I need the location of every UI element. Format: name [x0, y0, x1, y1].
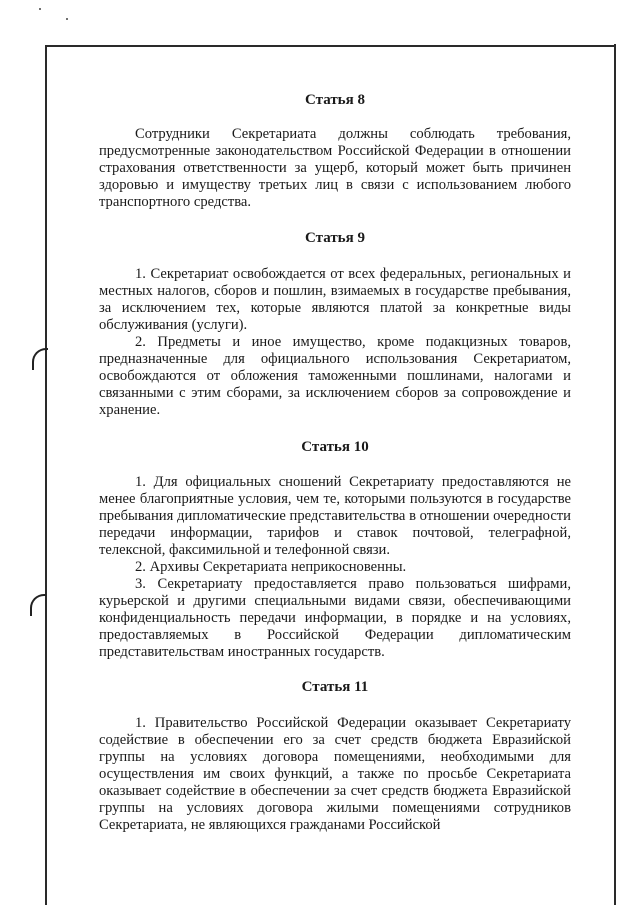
- article-heading: Статья 10: [301, 439, 369, 455]
- document-body: [99, 92, 571, 834]
- article-paragraph: 3. Секретариату предоставляется право пользоваться шифрами, курьерской и другими специальными видами связи, обеспечивающими конфиденциальность передачи информации, в порядке и на условиях, предоставляемых в Российской Федерации дипломатическим представительствам иностранных государств.: [99, 576, 571, 660]
- binding-mark: [32, 348, 48, 370]
- page-border-top: [45, 45, 616, 47]
- article-heading: Статья 11: [301, 679, 369, 695]
- scan-speck: [66, 18, 68, 20]
- page-border-right: [614, 44, 616, 905]
- page-border-left: [45, 46, 47, 905]
- scan-speck: [39, 8, 41, 10]
- article-paragraph: 2. Архивы Секретариата неприкосновенны.: [135, 559, 407, 575]
- article-paragraph: 2. Предметы и иное имущество, кроме подакцизных товаров, предназначенные для официального использования Секретариатом, освобождаются от обложения таможенными пошлинами, налогами и связанными с этим сборами, за исключением сборов за сопровождение и хранение.: [99, 334, 571, 418]
- article-heading: Статья 9: [305, 230, 365, 246]
- binding-mark: [30, 594, 46, 616]
- article-paragraph: 1. Правительство Российской Федерации оказывает Секретариату содействие в обеспечении его за счет средств бюджета Евразийской группы на условиях договора помещениями, необходимыми для осуществления им своих функций, а также по просьбе Секретариата оказывает содействие в обеспечении за счет средств бюджета Евразийской группы на условиях договора жилыми помещениями сотрудников Секретариата, не являющихся гражданами Российской: [99, 715, 571, 833]
- article-paragraph: Сотрудники Секретариата должны соблюдать требования, предусмотренные законодательством Российской Федерации в отношении страхования ответственности за ущерб, который может быть причинен здоровью и имуществу третьих лиц в связи с использованием любого транспортного средства.: [99, 126, 571, 210]
- article-paragraph: 1. Для официальных сношений Секретариату предоставляются не менее благоприятные условия, чем те, которыми пользуются в государстве пребывания дипломатические представительства в отношении очередности передачи информации, тарифов и ставок почтовой, телеграфной, телексной, факсимильной и телефонной связи.: [99, 474, 571, 558]
- article-paragraph: 1. Секретариат освобождается от всех федеральных, региональных и местных налогов, сборов и пошлин, взимаемых в государстве пребывания, за исключением тех, которые являются платой за конкретные виды обслуживания (услуги).: [99, 266, 571, 333]
- article-heading: Статья 8: [305, 92, 365, 108]
